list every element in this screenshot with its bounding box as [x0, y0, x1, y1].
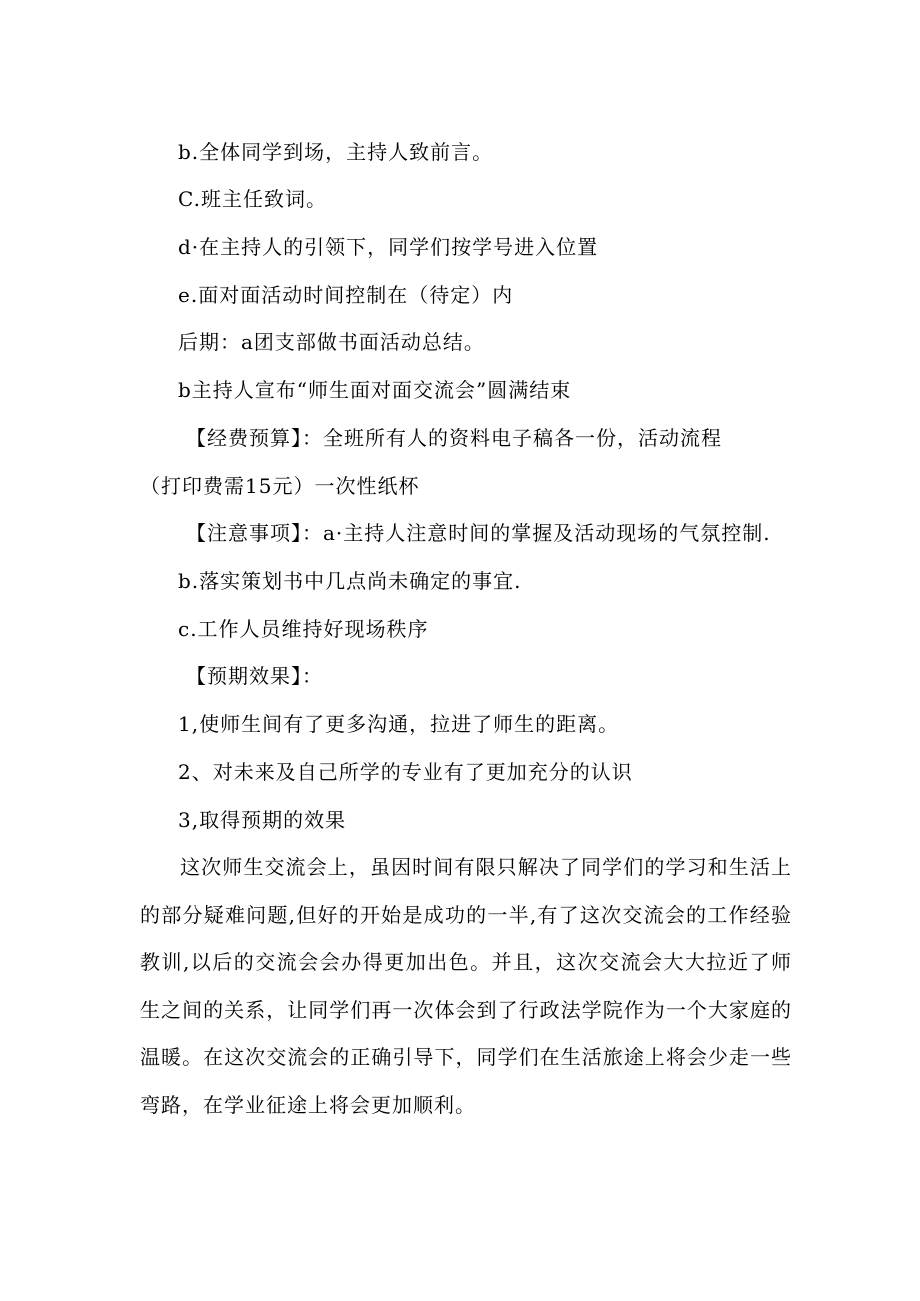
procedure-step-c: C.班主任致词。 — [178, 187, 327, 211]
notes-heading-line: 【注意事项】：a·主持人注意时间的掌握及活动现场的气氛控制. — [186, 521, 771, 545]
expected-effect-3: 3,取得预期的效果 — [178, 808, 347, 832]
procedure-step-e: e.面对面活动时间控制在（待定）内 — [178, 283, 514, 307]
budget-continuation-line: （打印费需15元）一次性纸杯 — [140, 474, 420, 498]
procedure-step-b: b.全体同学到场，主持人致前言。 — [178, 140, 494, 164]
budget-heading-line: 【经费预算】：全班所有人的资料电子稿各一份，活动流程 — [186, 426, 722, 450]
expected-effect-2: 2、对未来及自己所学的专业有了更加充分的认识 — [178, 760, 633, 784]
procedure-step-d: d·在主持人的引领下，同学们按学号进入位置 — [178, 235, 599, 259]
notes-item-b: b.落实策划书中几点尚未确定的事宜. — [178, 569, 522, 593]
expected-effect-1: 1,使师生间有了更多沟通，拉进了师生的距离。 — [178, 712, 620, 736]
later-stage-a: 后期：a团支部做书面活动总结。 — [178, 330, 485, 354]
notes-item-c: c.工作人员维持好现场秩序 — [178, 617, 429, 641]
later-stage-b: b主持人宣布“师生面对面交流会”圆满结束 — [178, 378, 572, 402]
closing-paragraph: 这次师生交流会上，虽因时间有限只解决了同学们的学习和生活上的部分疑难问题,但好的开始是成功的一半,有了这次交流会的工作经验教训,以后的交流会会办得更加出色。并且，这次交流会大大拉近了师生之间的关系，让同学们再一次体会到了行政法学院作为一个大家庭的温暖。在这次交流会的正确引导下，同学们在生活旅途上将会少走一些弯路，在学业征途上将会更加顺利。 — [140, 855, 792, 1117]
expected-effect-heading: 【预期效果】： — [186, 664, 323, 688]
